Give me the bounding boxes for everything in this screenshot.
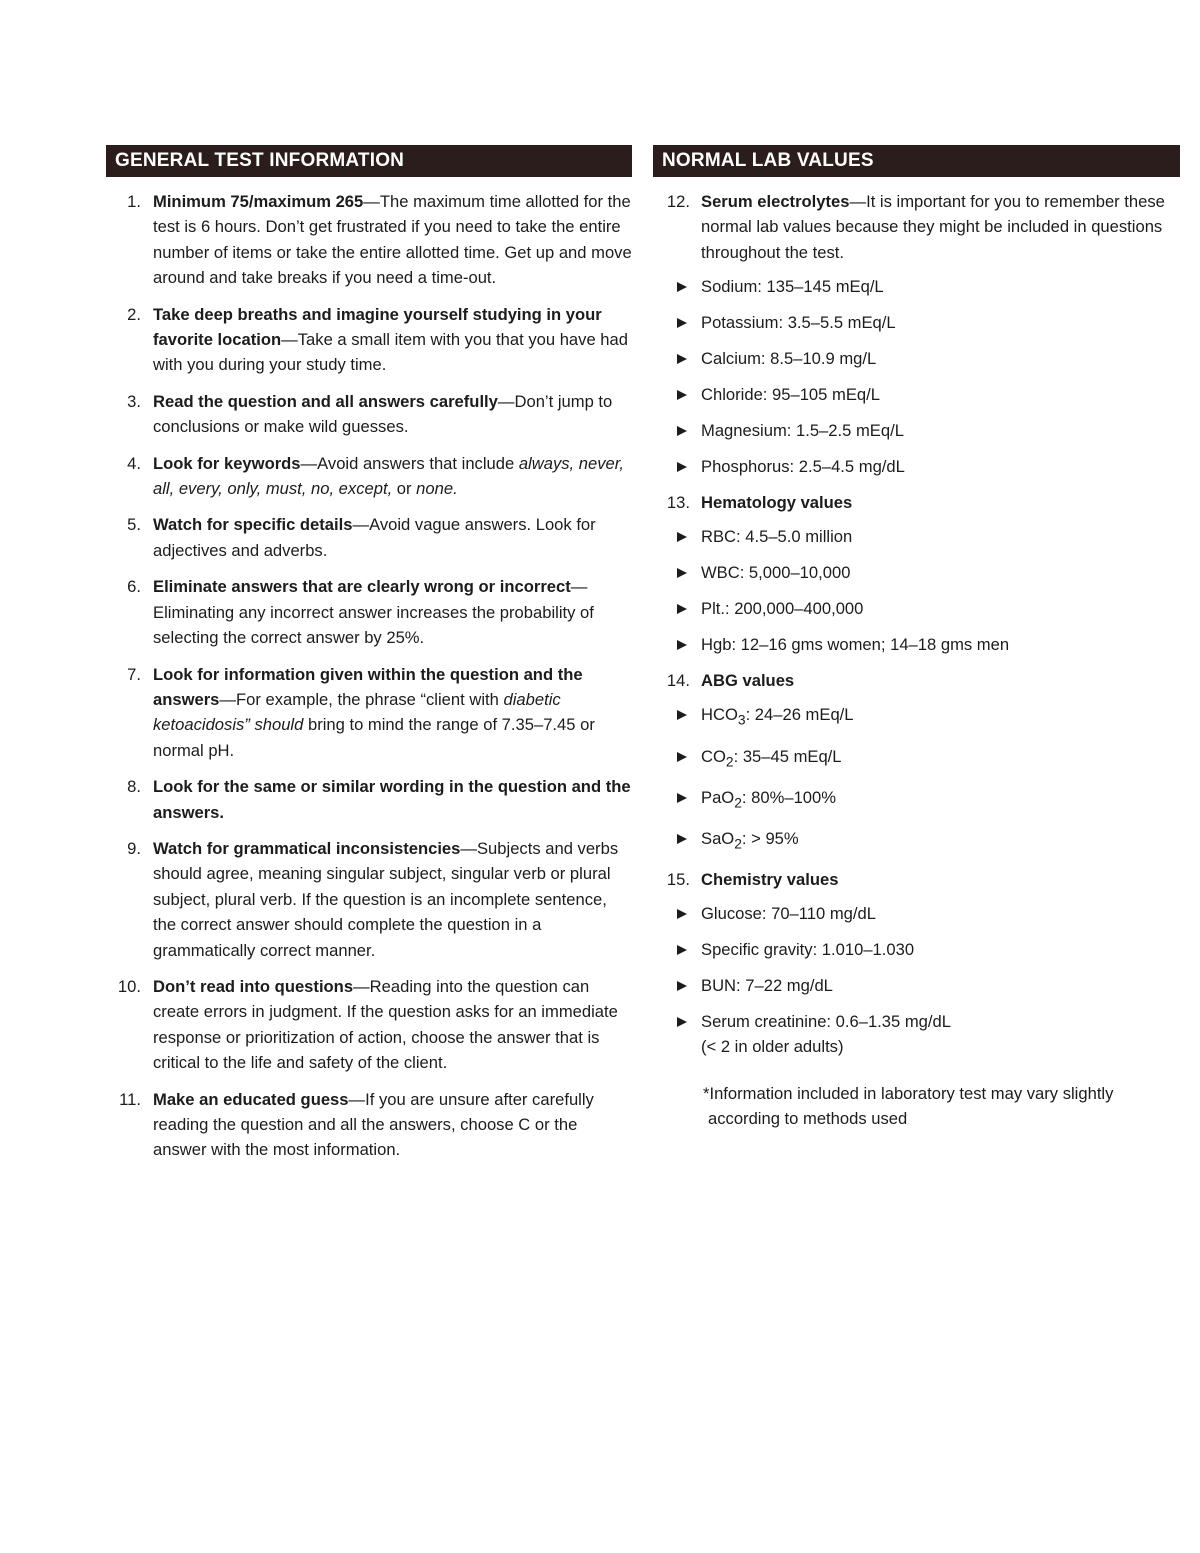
- footnote: [653, 1081, 1180, 1131]
- item-number: 11.: [119, 1089, 141, 1109]
- item-lead: Look for information given within the question and the answers: [153, 664, 583, 709]
- bullet-arrow-icon: [677, 604, 687, 614]
- list-item: [106, 302, 632, 378]
- list-item: [106, 662, 632, 764]
- bullet-arrow-icon: [677, 1017, 687, 1027]
- bullet-arrow-icon: [677, 462, 687, 472]
- subscript: 2: [734, 835, 742, 852]
- bullet-arrow-icon: [677, 354, 687, 364]
- item-text: —It is important for you to remember these normal lab values because they might be included in questions throughout the test.: [701, 192, 1165, 262]
- item-text: —If you are unsure after carefully reading the question and all the answers, choose C or the answer with the most information.: [153, 1089, 594, 1160]
- value-text: Glucose: 70–110 mg/dL: [701, 904, 876, 924]
- subscript: 2: [734, 794, 742, 811]
- item-text: —Subjects and verbs should agree, meaning singular subject, singular verb or plural subject, plural verb. If the question is an incomplete sentence, the correct answer should complete the question in a grammatically correct manner.: [153, 838, 619, 960]
- item-number: 12.: [666, 192, 690, 211]
- bullet-arrow-icon: [677, 834, 687, 844]
- bullet-arrow-icon: [677, 568, 687, 578]
- chemistry-values: [653, 901, 1180, 1059]
- value-text: : 24–26 mEq/L: [745, 705, 854, 725]
- item-lead: Serum electrolytes: [701, 192, 850, 211]
- item-lead: Look for keywords: [153, 453, 301, 473]
- value-item: [653, 382, 1180, 407]
- value-text: Hgb: 12–16 gms women; 14–18 gms men: [701, 635, 1010, 655]
- item-text-italic: diabetic ketoacidosis”: [153, 689, 561, 735]
- item-number: 13.: [666, 493, 690, 513]
- item-number: 15.: [666, 870, 690, 890]
- value-text: Potassium: 3.5–5.5 mEq/L: [701, 313, 896, 333]
- abg-values: [653, 702, 1180, 856]
- value-item: [653, 454, 1180, 479]
- list-item: [106, 774, 632, 825]
- bullet-arrow-icon: [677, 909, 687, 919]
- section-header: NORMAL LAB VALUES: [653, 145, 1180, 177]
- chemistry-heading: [653, 867, 1180, 892]
- item-text: —Don’t jump to conclusions or make wild guesses.: [153, 391, 613, 437]
- value-text: Sodium: 135–145 mEq/L: [701, 277, 884, 297]
- value-text: Calcium: 8.5–10.9 mg/L: [701, 349, 877, 369]
- value-text: Phosphorus: 2.5–4.5 mg/dL: [701, 457, 905, 477]
- item-lead: Look for the same or similar wording in the question and the answers.: [153, 777, 631, 822]
- value-text: Magnesium: 1.5–2.5 mEq/L: [701, 421, 904, 441]
- value-item: [653, 632, 1180, 657]
- value-item: [653, 1009, 1180, 1059]
- item-text-italic: always, never, all, every, only, must, no, except,: [153, 453, 624, 499]
- value-text: Chloride: 95–105 mEq/L: [701, 385, 880, 405]
- item-text: —Avoid answers that include: [300, 453, 519, 473]
- item-lead: Minimum 75/maximum 265: [153, 192, 364, 211]
- value-text: HCO: [701, 705, 738, 725]
- value-text: WBC: 5,000–10,000: [701, 563, 851, 583]
- item-lead: Hematology values: [701, 493, 853, 513]
- value-text: CO: [701, 746, 726, 766]
- general-test-info-section: [106, 145, 632, 1163]
- value-item: [653, 524, 1180, 549]
- item-text: —Avoid vague answers. Look for adjectives and adverbs.: [153, 515, 596, 560]
- item-number: 2.: [127, 304, 141, 324]
- item-lead: ABG values: [701, 671, 795, 691]
- value-item: [653, 274, 1180, 299]
- item-text: —Eliminating any incorrect answer increases the probability of selecting the correct answer by 25%.: [153, 577, 594, 648]
- item-lead: Chemistry values: [701, 870, 839, 890]
- value-text: : > 95%: [741, 829, 799, 849]
- value-item: [653, 901, 1180, 926]
- item-text: —The maximum time allotted for the test is 6 hours. Don’t get frustrated if you need to take the entire number of items or take the entire allotted time. Get up and move around and take breaks if you need a time-out.: [153, 192, 632, 288]
- value-text: Serum creatinine: 0.6–1.35 mg/dL: [701, 1012, 951, 1032]
- list-item: [106, 974, 632, 1076]
- value-text: Specific gravity: 1.010–1.030: [701, 940, 915, 960]
- value-text: Plt.: 200,000–400,000: [701, 599, 864, 619]
- list-item: [106, 189, 632, 291]
- serum-electrolytes-item: [653, 189, 1180, 265]
- item-text: —For example, the phrase “client with: [219, 689, 504, 709]
- value-item: [653, 596, 1180, 621]
- list-item: [106, 389, 632, 440]
- value-text: : 35–45 mEq/L: [733, 746, 842, 766]
- footnote-line: according to methods used: [708, 1109, 908, 1129]
- item-number: 7.: [127, 664, 141, 684]
- item-number: 10.: [117, 976, 141, 996]
- lab-values-list: [653, 189, 1180, 1131]
- bullet-arrow-icon: [677, 752, 687, 762]
- item-text: —Take a small item with you that you have had with you during your study time.: [153, 330, 628, 375]
- hematology-heading: [653, 490, 1180, 515]
- item-lead: Make an educated guess: [153, 1089, 349, 1109]
- value-item: [653, 973, 1180, 998]
- bullet-arrow-icon: [677, 318, 687, 328]
- value-item: [653, 702, 1180, 732]
- list-item: [106, 1087, 632, 1163]
- bullet-arrow-icon: [677, 282, 687, 292]
- abg-heading: [653, 668, 1180, 693]
- bullet-arrow-icon: [677, 710, 687, 720]
- value-item: [653, 310, 1180, 335]
- list-item: [106, 574, 632, 650]
- bullet-arrow-icon: [677, 640, 687, 650]
- tips-list: [106, 189, 632, 1163]
- item-number: 9.: [127, 838, 141, 858]
- list-item: [106, 451, 632, 502]
- item-number: 3.: [127, 391, 141, 411]
- item-text-italic: should: [249, 715, 304, 735]
- item-text: —Reading into the question can create errors in judgment. If the question asks for an immediate response or prioritization of action, choose the answer that is critical to the life and safety of the client.: [153, 976, 618, 1073]
- value-item: [653, 744, 1180, 774]
- item-number: 14.: [666, 671, 690, 691]
- value-text: (< 2 in older adults): [701, 1037, 844, 1057]
- item-number: 6.: [127, 577, 141, 597]
- bullet-arrow-icon: [677, 981, 687, 991]
- item-lead: Watch for specific details: [153, 515, 353, 535]
- item-text: bring to mind the range of 7.35–7.45 or normal pH.: [153, 715, 595, 760]
- subscript: 2: [725, 752, 734, 769]
- value-item: [653, 560, 1180, 585]
- bullet-arrow-icon: [677, 426, 687, 436]
- item-lead: Eliminate answers that are clearly wrong or incorrect: [153, 577, 571, 597]
- item-text: or: [392, 479, 417, 499]
- item-number: 4.: [127, 453, 141, 473]
- bullet-arrow-icon: [677, 793, 687, 803]
- value-text: : 80%–100%: [741, 787, 837, 807]
- footnote-line: *Information included in laboratory test may vary slightly: [703, 1084, 1114, 1104]
- list-item: [106, 512, 632, 563]
- value-item: [653, 418, 1180, 443]
- bullet-arrow-icon: [677, 945, 687, 955]
- subscript: 3: [737, 711, 746, 728]
- list-item: [106, 836, 632, 963]
- value-text: SaO: [701, 829, 735, 849]
- serum-electrolytes-values: [653, 274, 1180, 479]
- item-number: 8.: [127, 777, 141, 797]
- value-text: RBC: 4.5–5.0 million: [701, 527, 853, 547]
- value-item: [653, 785, 1180, 815]
- hematology-values: [653, 524, 1180, 657]
- value-item: [653, 826, 1180, 856]
- bullet-arrow-icon: [677, 390, 687, 400]
- item-lead: Read the question and all answers carefully: [153, 391, 498, 411]
- normal-lab-values-section: [653, 145, 1180, 1131]
- item-lead: Take deep breaths and imagine yourself studying in your favorite location: [153, 304, 602, 350]
- section-header: GENERAL TEST INFORMATION: [106, 145, 632, 177]
- value-text: PaO: [701, 787, 735, 807]
- value-text: BUN: 7–22 mg/dL: [701, 976, 833, 996]
- item-text-italic: none.: [416, 479, 458, 499]
- value-item: [653, 937, 1180, 962]
- item-number: 5.: [127, 515, 141, 535]
- bullet-arrow-icon: [677, 532, 687, 542]
- item-number: 1.: [127, 192, 141, 211]
- item-lead: Don’t read into questions: [153, 976, 354, 996]
- item-lead: Watch for grammatical inconsistencies: [153, 838, 461, 858]
- value-item: [653, 346, 1180, 371]
